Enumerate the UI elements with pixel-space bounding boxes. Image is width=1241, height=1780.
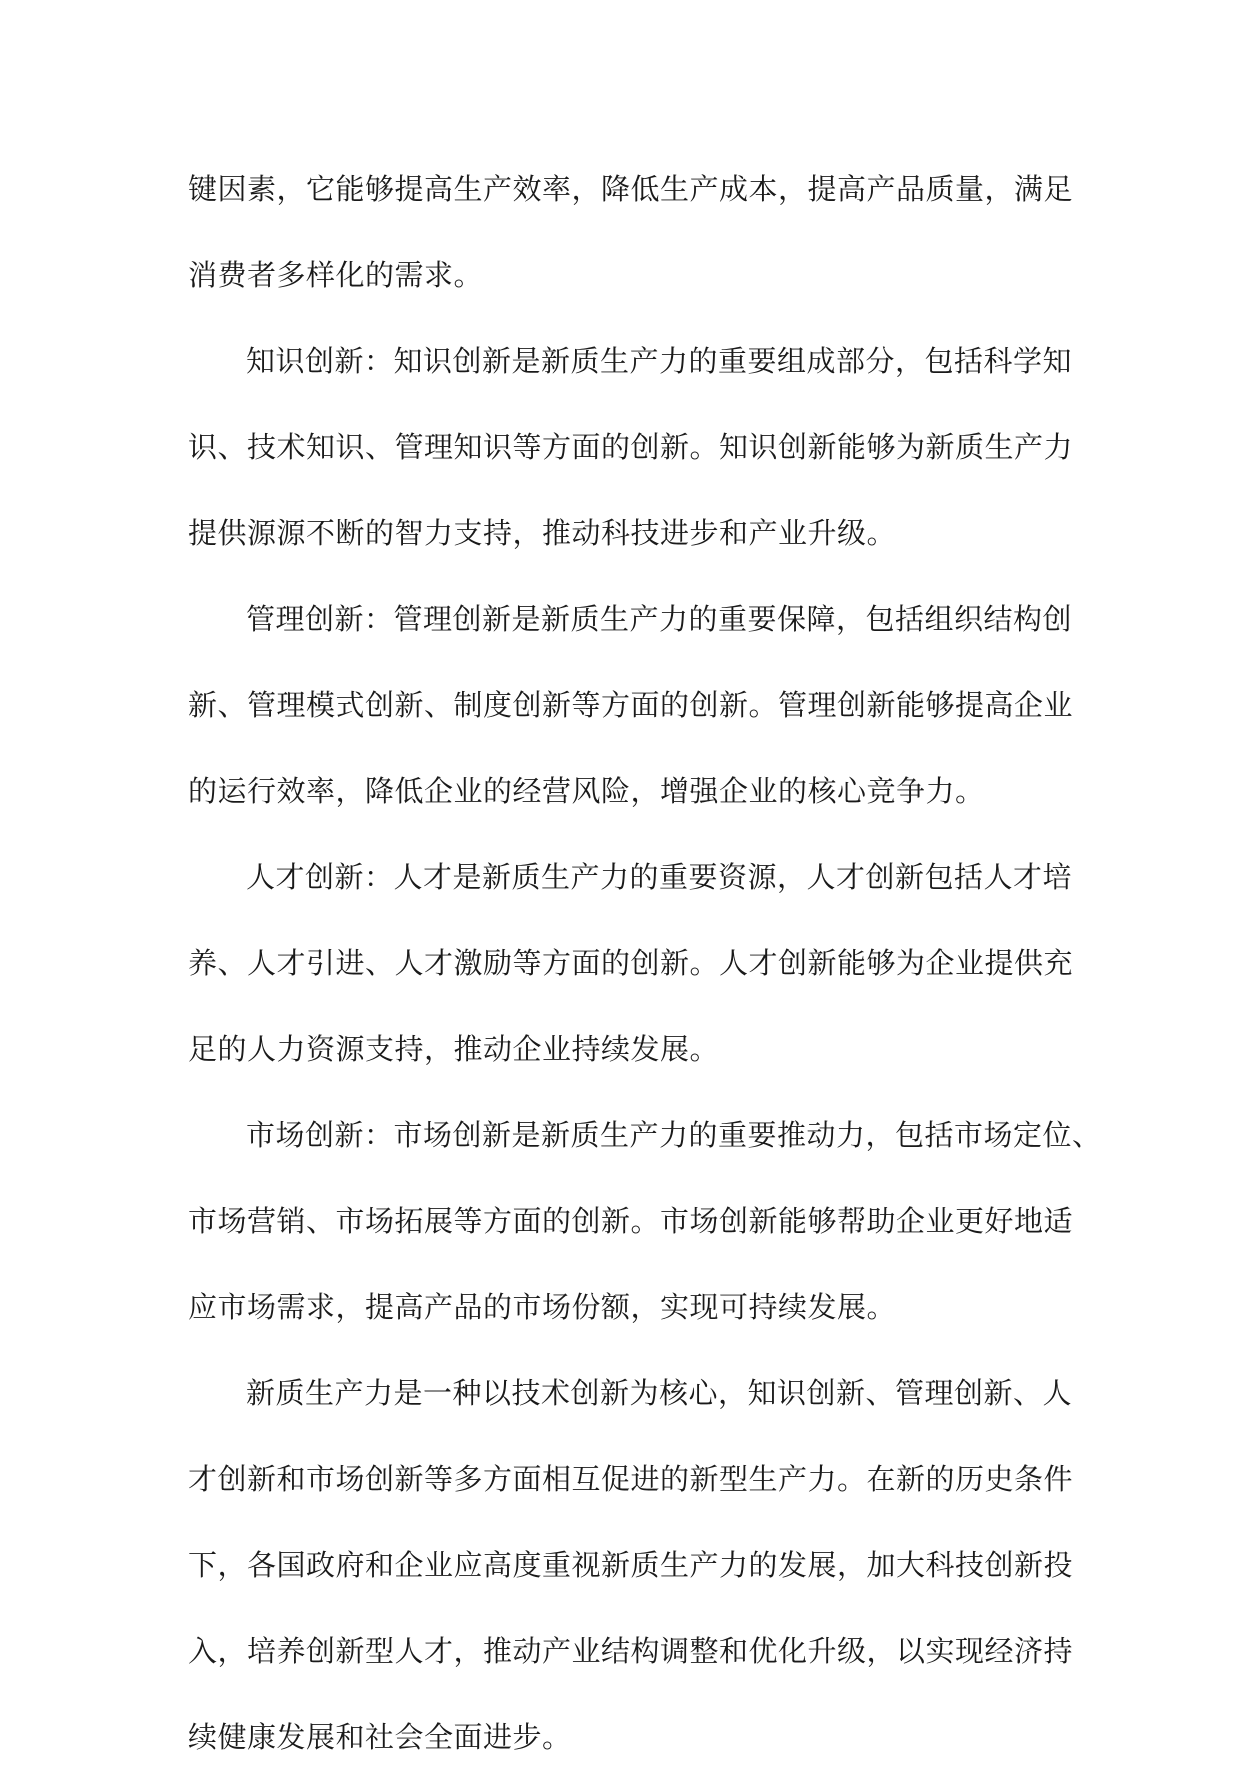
text-line: 市场创新：市场创新是新质生产力的重要推动力，包括市场定位、 bbox=[246, 1118, 1102, 1152]
text-line: 下，各国政府和企业应高度重视新质生产力的发展，加大科技创新投 bbox=[188, 1548, 1074, 1582]
text-line: 入，培养创新型人才，推动产业结构调整和优化升级，以实现经济持 bbox=[188, 1634, 1074, 1668]
paragraph-knowledge-innovation bbox=[188, 318, 1074, 576]
text-line: 市场营销、市场拓展等方面的创新。市场创新能够帮助企业更好地适 bbox=[188, 1204, 1074, 1238]
text-line: 消费者多样化的需求。 bbox=[188, 258, 484, 292]
text-line: 应市场需求，提高产品的市场份额，实现可持续发展。 bbox=[188, 1290, 897, 1324]
text-line: 知识创新：知识创新是新质生产力的重要组成部分，包括科学知 bbox=[246, 344, 1073, 378]
text-line: 才创新和市场创新等多方面相互促进的新型生产力。在新的历史条件 bbox=[188, 1462, 1074, 1496]
text-line: 续健康发展和社会全面进步。 bbox=[188, 1720, 572, 1754]
text-line: 养、人才引进、人才激励等方面的创新。人才创新能够为企业提供充 bbox=[188, 946, 1074, 980]
text-line: 新质生产力是一种以技术创新为核心，知识创新、管理创新、人 bbox=[246, 1376, 1073, 1410]
paragraph-continuation bbox=[188, 146, 1074, 318]
paragraph-market-innovation bbox=[188, 1092, 1102, 1350]
text-line: 提供源源不断的智力支持，推动科技进步和产业升级。 bbox=[188, 516, 897, 550]
text-line: 键因素，它能够提高生产效率，降低生产成本，提高产品质量，满足 bbox=[188, 172, 1074, 206]
text-line: 识、技术知识、管理知识等方面的创新。知识创新能够为新质生产力 bbox=[188, 430, 1074, 464]
text-line: 人才创新：人才是新质生产力的重要资源，人才创新包括人才培 bbox=[246, 860, 1073, 894]
text-line: 新、管理模式创新、制度创新等方面的创新。管理创新能够提高企业 bbox=[188, 688, 1074, 722]
paragraph-management-innovation bbox=[188, 576, 1074, 834]
text-line: 足的人力资源支持，推动企业持续发展。 bbox=[188, 1032, 720, 1066]
paragraph-talent-innovation bbox=[188, 834, 1074, 1092]
text-line: 的运行效率，降低企业的经营风险，增强企业的核心竞争力。 bbox=[188, 774, 985, 808]
text-line: 管理创新：管理创新是新质生产力的重要保障，包括组织结构创 bbox=[246, 602, 1073, 636]
body-text bbox=[188, 146, 1102, 1780]
paragraph-conclusion bbox=[188, 1350, 1074, 1780]
